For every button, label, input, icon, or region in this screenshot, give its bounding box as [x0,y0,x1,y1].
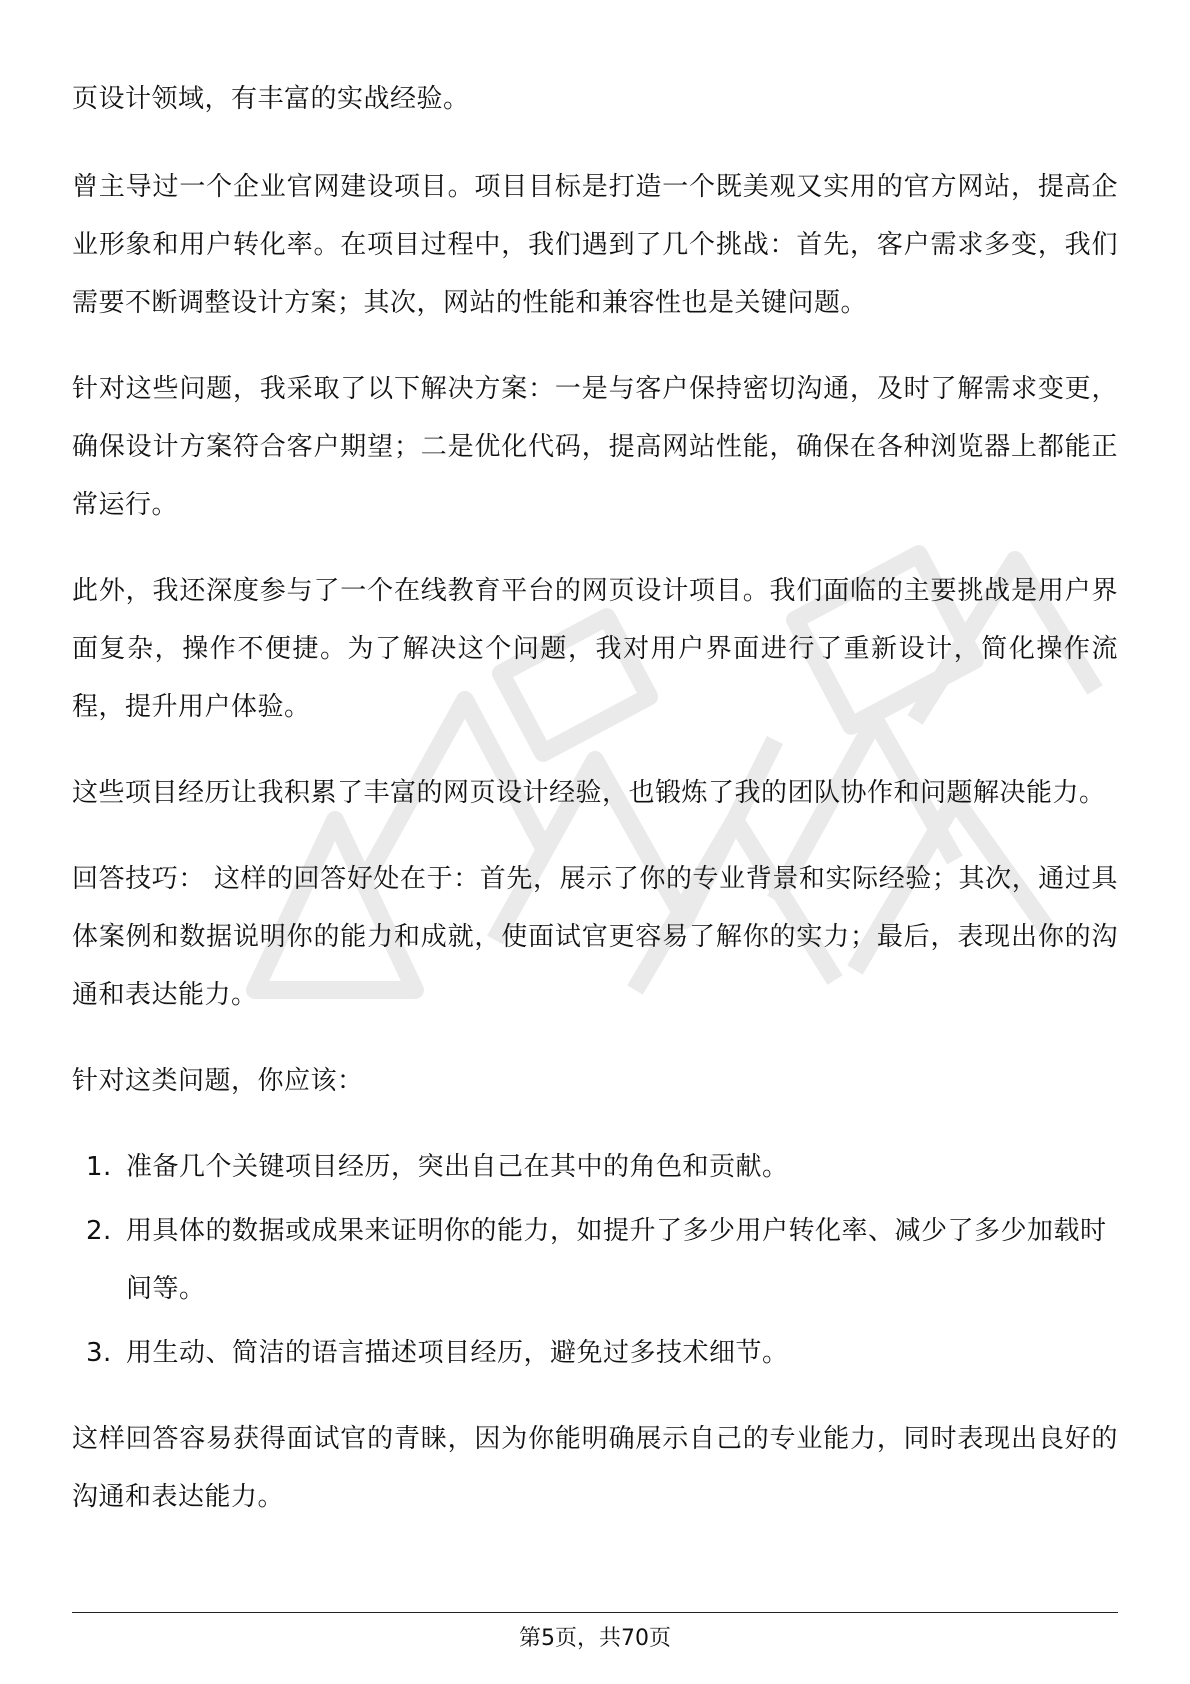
paragraph-project-education: 此外，我还深度参与了一个在线教育平台的网页设计项目。我们面临的主要挑战是用户界面复杂，操作不便捷。为了解决这个问题，我对用户界面进行了重新设计，简化操作流程，提升用户体验。 [72,576,1118,722]
page-number-label: 第5页，共70页 [519,1626,671,1651]
document-body [72,70,1118,1554]
advice-list [72,1138,1118,1382]
list-item [72,1202,1118,1318]
list-item-text: 用具体的数据或成果来证明你的能力，如提升了多少用户转化率、减少了多少加载时间等。 [126,1216,1107,1304]
list-item-number: 3. [86,1338,112,1368]
list-item-text: 用生动、简洁的语言描述项目经历，避免过多技术细节。 [126,1338,789,1368]
list-item-number: 2. [86,1216,112,1246]
paragraph-intro-tail: 页设计领域，有丰富的实战经验。 [72,84,470,114]
list-item [72,1324,1118,1382]
paragraph-solutions: 针对这些问题，我采取了以下解决方案：一是与客户保持密切沟通，及时了解需求变更，确保设计方案符合客户期望；二是优化代码，提高网站性能，确保在各种浏览器上都能正常运行。 [72,374,1118,520]
list-item-text: 准备几个关键项目经历，突出自己在其中的角色和贡献。 [126,1152,789,1182]
list-item [72,1138,1118,1196]
paragraph-project-corporate-site: 曾主导过一个企业官网建设项目。项目目标是打造一个既美观又实用的官方网站，提高企业形象和用户转化率。在项目过程中，我们遇到了几个挑战：首先，客户需求多变，我们需要不断调整设计方案；其次，网站的性能和兼容性也是关键问题。 [72,172,1118,318]
list-item-number: 1. [86,1152,112,1182]
paragraph-closing: 这样回答容易获得面试官的青睐，因为你能明确展示自己的专业能力，同时表现出良好的沟通和表达能力。 [72,1424,1118,1512]
footer-divider [72,1612,1118,1613]
paragraph-list-intro: 针对这类问题，你应该： [72,1066,364,1096]
paragraph-summary: 这些项目经历让我积累了丰富的网页设计经验，也锻炼了我的团队协作和问题解决能力。 [72,778,1106,808]
paragraph-answer-tips: 回答技巧： 这样的回答好处在于：首先，展示了你的专业背景和实际经验；其次，通过具体案例和数据说明你的能力和成就，使面试官更容易了解你的实力；最后，表现出你的沟通和表达能力。 [72,864,1118,1010]
